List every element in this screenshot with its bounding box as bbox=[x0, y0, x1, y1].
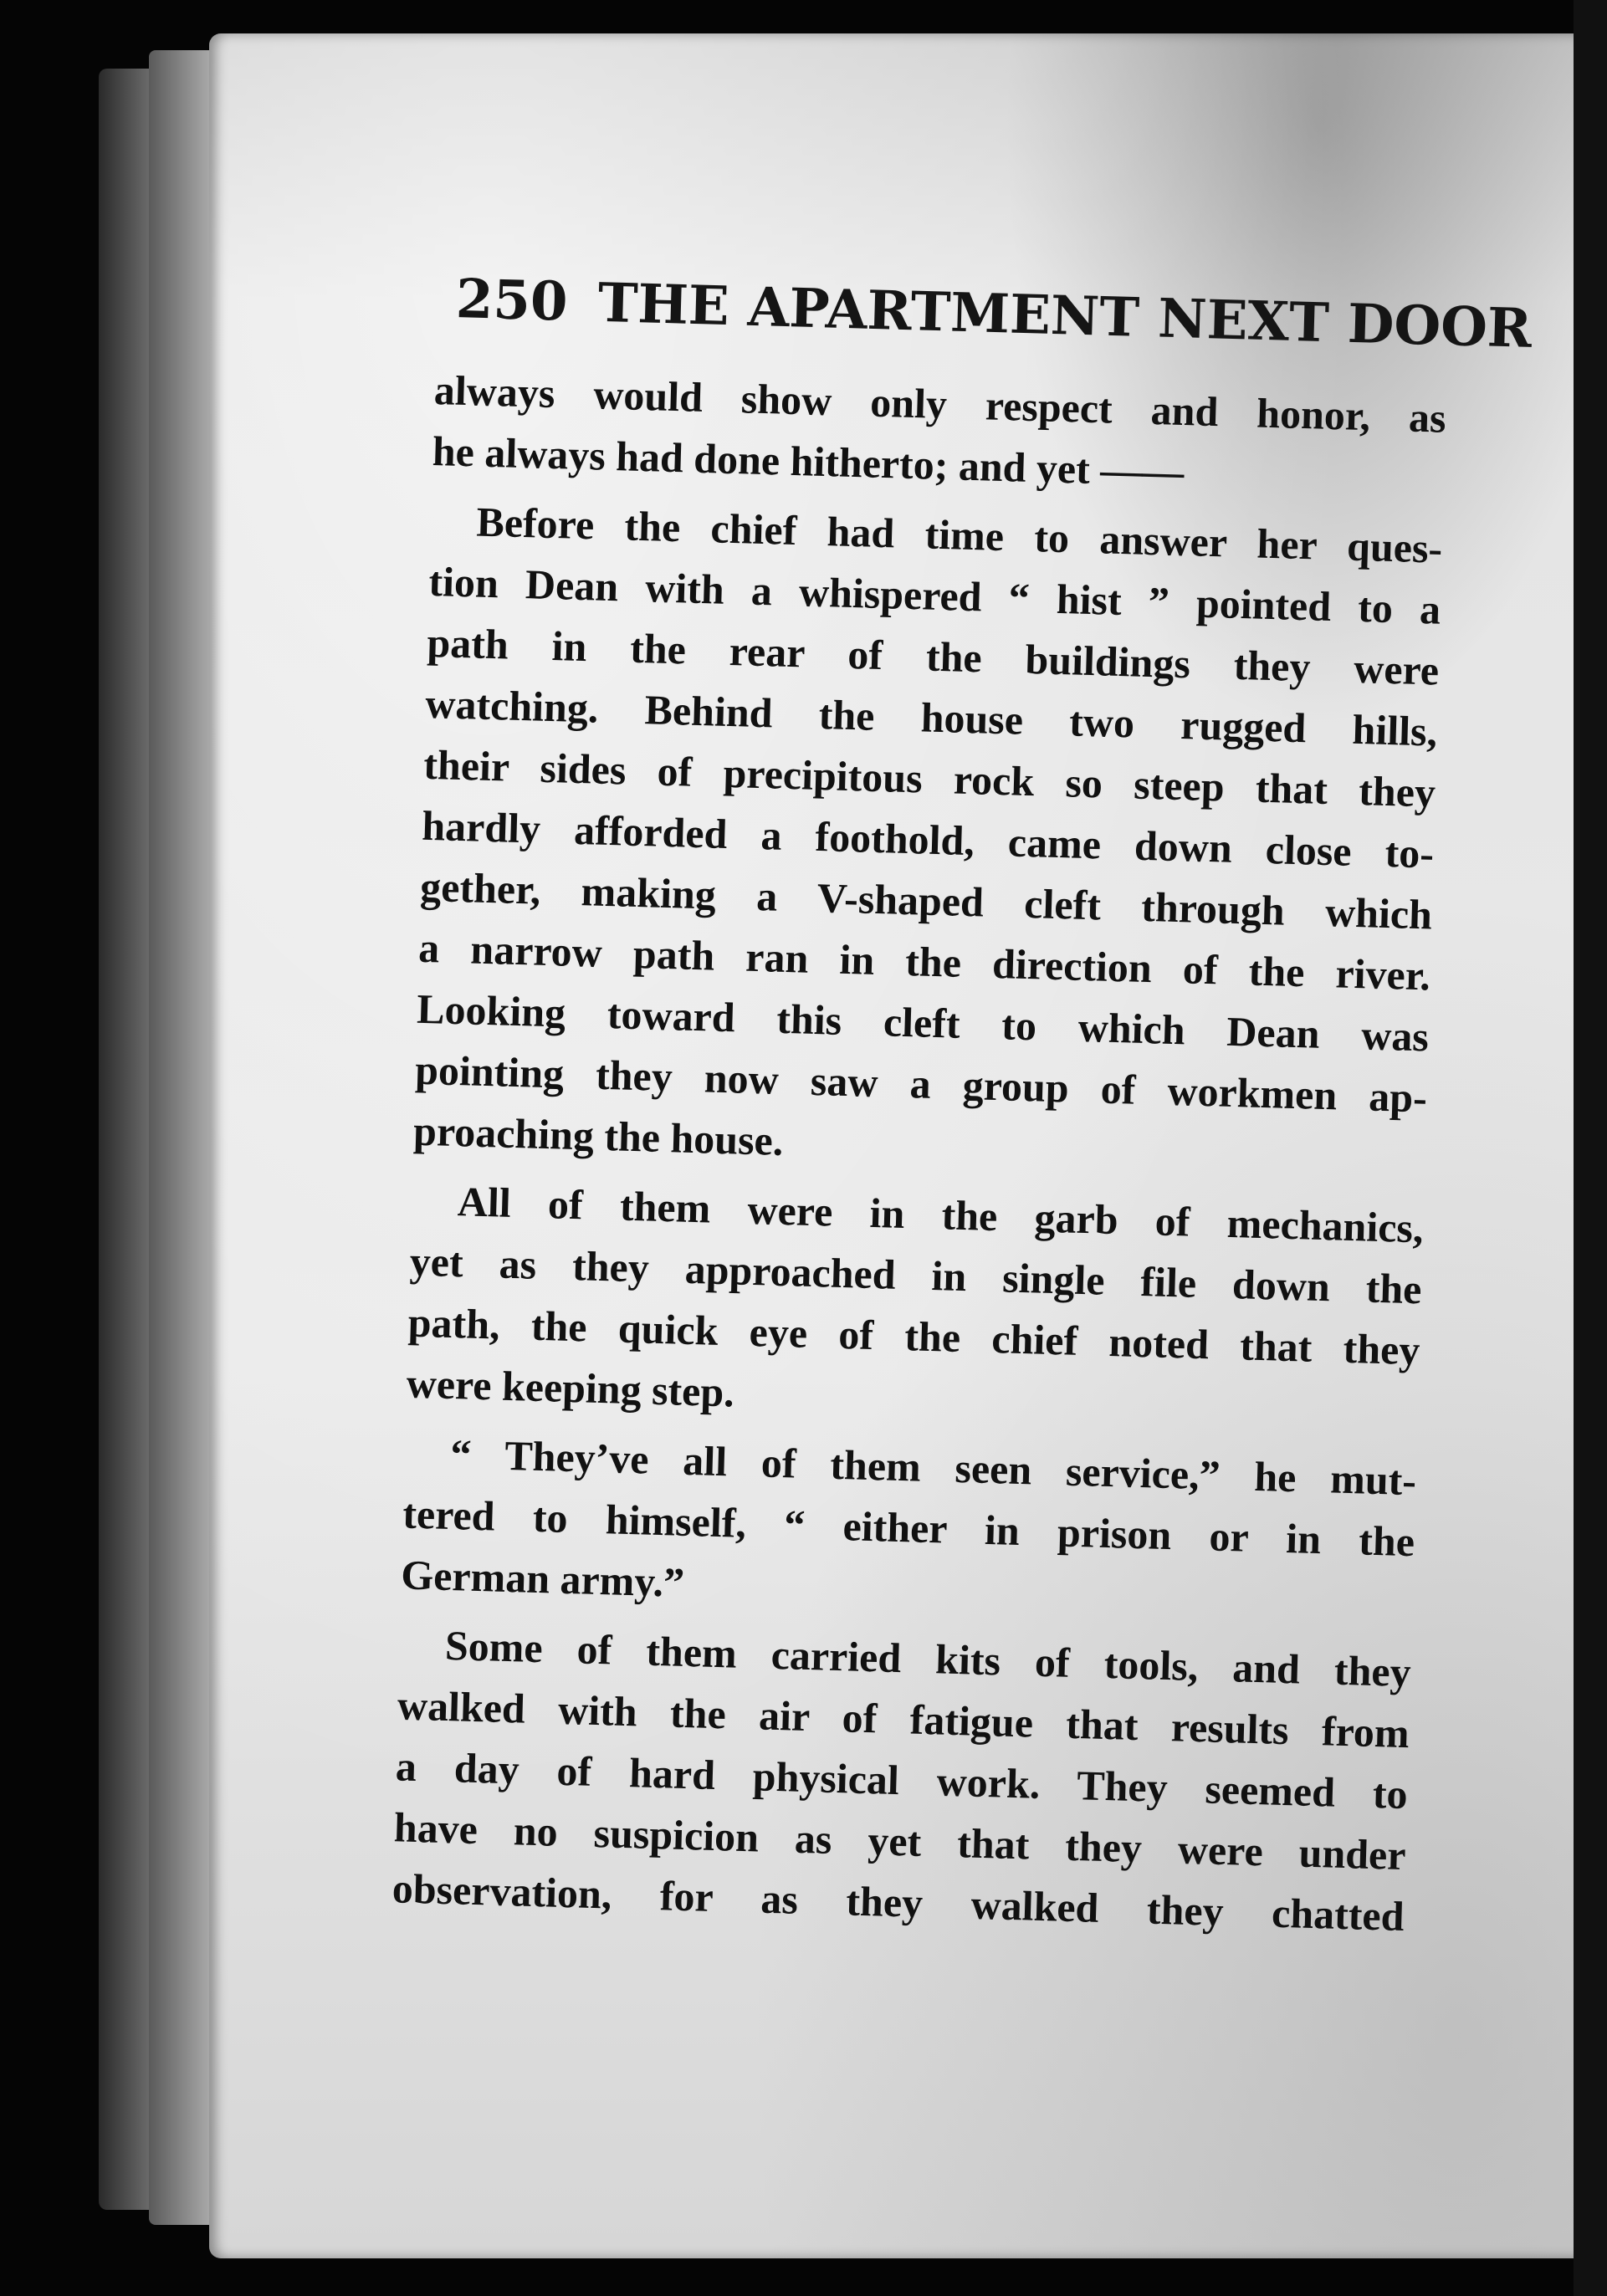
paragraph bbox=[392, 1613, 1412, 1947]
text-line: proaching the house. bbox=[412, 1107, 785, 1164]
text-line: observation, for as they walked they chatted bbox=[392, 1864, 1405, 1941]
text-line: German army.” bbox=[400, 1551, 685, 1606]
text-line: pointing they now saw a group of workmen ap- bbox=[414, 1046, 1428, 1122]
text-line: he always had done hitherto; and yet —— bbox=[432, 427, 1185, 496]
book-title: THE APARTMENT NEXT DOOR bbox=[596, 271, 1533, 361]
paragraph bbox=[400, 1423, 1417, 1634]
text-line: have no suspicion as yet that they were under bbox=[393, 1803, 1407, 1879]
text-line: walked with the air of fatigue that results from bbox=[397, 1681, 1410, 1757]
text-line: yet as they approached in single file down the bbox=[409, 1237, 1423, 1313]
paragraph bbox=[412, 490, 1443, 1189]
page-number: 250 bbox=[454, 268, 569, 334]
paragraph bbox=[406, 1170, 1425, 1443]
text-line: gether, making a V-shaped cleft through which bbox=[419, 862, 1433, 938]
text-line: path, the quick eye of the chief noted that they bbox=[407, 1298, 1421, 1374]
text-line: their sides of precipitous rock so steep that they bbox=[422, 740, 1436, 816]
text-line: path in the rear of the buildings they were bbox=[426, 618, 1440, 694]
text-line: tered to himself, “ either in prison or in the bbox=[402, 1490, 1415, 1566]
text-line: hardly afforded a foothold, came down close to- bbox=[421, 801, 1435, 877]
text-line: Some of them carried kits of tools, and they bbox=[444, 1621, 1412, 1696]
text-line: “ They’ve all of them seen service,” he mut- bbox=[449, 1430, 1417, 1505]
text-line: always would show only respect and honor, as bbox=[433, 366, 1447, 442]
text-line: a day of hard physical work. They seemed to bbox=[395, 1742, 1409, 1818]
text-line: watching. Behind the house two rugged hills, bbox=[424, 679, 1438, 755]
text-line: were keeping step. bbox=[406, 1359, 735, 1416]
text-line: All of them were in the garb of mechanics, bbox=[457, 1178, 1425, 1252]
text-line: tion Dean with a whispered “ hist ” pointed to a bbox=[427, 557, 1441, 633]
text-line: a narrow path ran in the direction of the river. bbox=[417, 923, 1431, 1000]
scan-border bbox=[1574, 0, 1607, 2296]
text-line: Looking toward this cleft to which Dean was bbox=[416, 984, 1430, 1061]
body-text bbox=[392, 360, 1447, 1947]
text-line: Before the chief had time to answer her ques- bbox=[475, 498, 1443, 572]
